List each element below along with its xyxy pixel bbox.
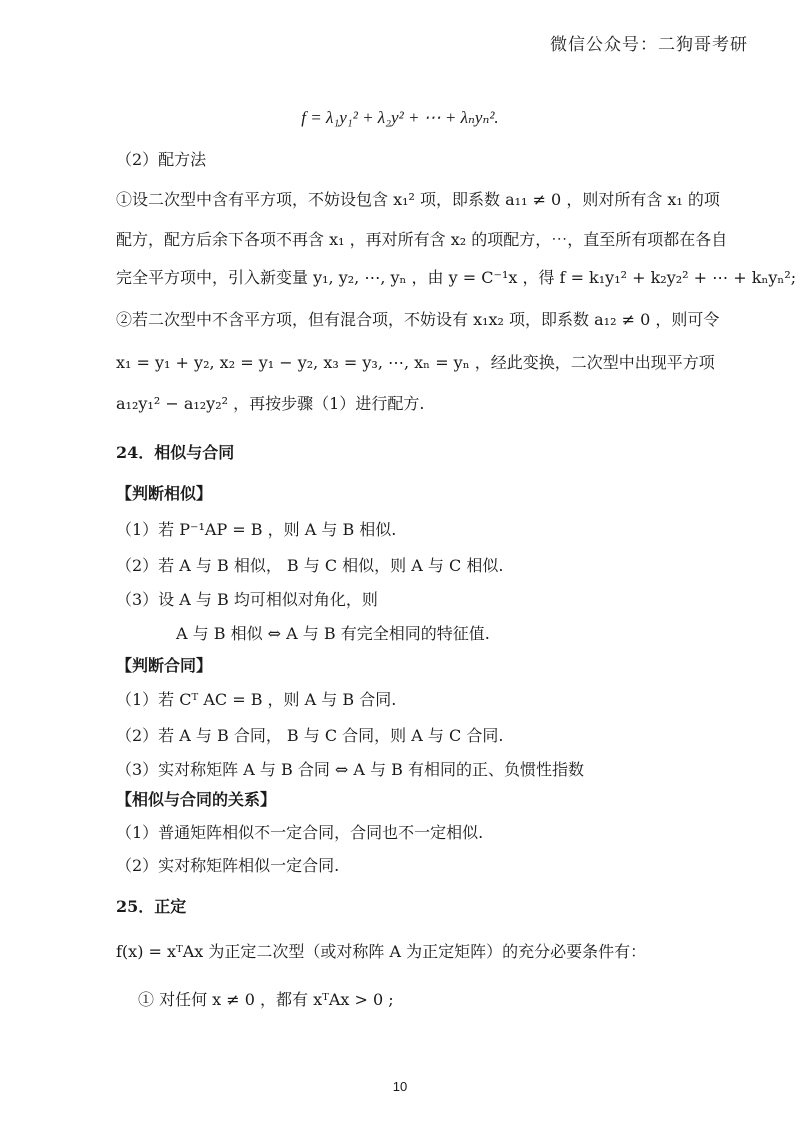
- section-subheading: 【判断相似】: [116, 484, 213, 503]
- list-item: （1）若 Cᵀ AC = B ，则 A 与 B 合同.: [116, 690, 397, 709]
- paragraph-line: ①设二次型中含有平方项，不妨设包含 x₁² 项，即系数 a₁₁ ≠ 0 ，则对所有含 x₁ 的项: [116, 190, 720, 209]
- section-subheading: 【相似与合同的关系】: [116, 790, 277, 809]
- paragraph-line: 完全平方项中，引入新变量 y₁, y₂, ⋯, yₙ ，由 y = C⁻¹x ，得 f = k₁y₁² + k₂y₂² + ⋯ + kₙyₙ²;: [116, 268, 797, 287]
- formula-standard-form: f = λ₁y₁² + λ₂y² + ⋯ + λₙyₙ².: [301, 108, 499, 127]
- list-item: （3）实对称矩阵 A 与 B 合同 ⇔ A 与 B 有相同的正、负惯性指数: [116, 760, 584, 779]
- list-item: （2）若 A 与 B 相似， B 与 C 相似，则 A 与 C 相似.: [116, 556, 504, 575]
- paragraph-line: f(x) = xᵀAx 为正定二次型（或对称阵 A 为正定矩阵）的充分必要条件有：: [116, 942, 647, 961]
- paragraph-line: x₁ = y₁ + y₂, x₂ = y₁ − y₂, x₃ = y₃, ⋯, xₙ = yₙ ，经此变换，二次型中出现平方项: [116, 353, 715, 372]
- section-title: 25．正定: [116, 897, 187, 916]
- list-item: （1）若 P⁻¹AP = B ，则 A 与 B 相似.: [116, 520, 397, 539]
- page-number: 10: [392, 1079, 408, 1094]
- page-header: 微信公众号：二狗哥考研: [550, 35, 748, 55]
- paragraph-line: 配方，配方后余下各项不再含 x₁ ，再对所有含 x₂ 的项配方，⋯，直至所有项都在各自: [116, 230, 728, 249]
- paragraph-line: ②若二次型中不含平方项，但有混合项，不妨设有 x₁x₂ 项，即系数 a₁₂ ≠ 0 ，则可令: [116, 310, 720, 329]
- paragraph-line: a₁₂y₁² − a₁₂y₂² ，再按步骤（1）进行配方.: [116, 394, 425, 413]
- list-item: （3）设 A 与 B 均可相似对角化，则: [116, 590, 378, 609]
- section-title: 24．相似与合同: [116, 443, 235, 462]
- list-item: （2）若 A 与 B 合同， B 与 C 合同，则 A 与 C 合同.: [116, 726, 504, 745]
- list-item: A 与 B 相似 ⇔ A 与 B 有完全相同的特征值.: [176, 624, 490, 643]
- list-item: （2）实对称矩阵相似一定合同.: [116, 856, 340, 875]
- list-item: ① 对任何 x ≠ 0 ，都有 xᵀAx > 0 ;: [138, 990, 394, 1009]
- subsection-title: （2）配方法: [116, 150, 207, 169]
- section-subheading: 【判断合同】: [116, 656, 213, 675]
- list-item: （1）普通矩阵相似不一定合同，合同也不一定相似.: [116, 823, 484, 842]
